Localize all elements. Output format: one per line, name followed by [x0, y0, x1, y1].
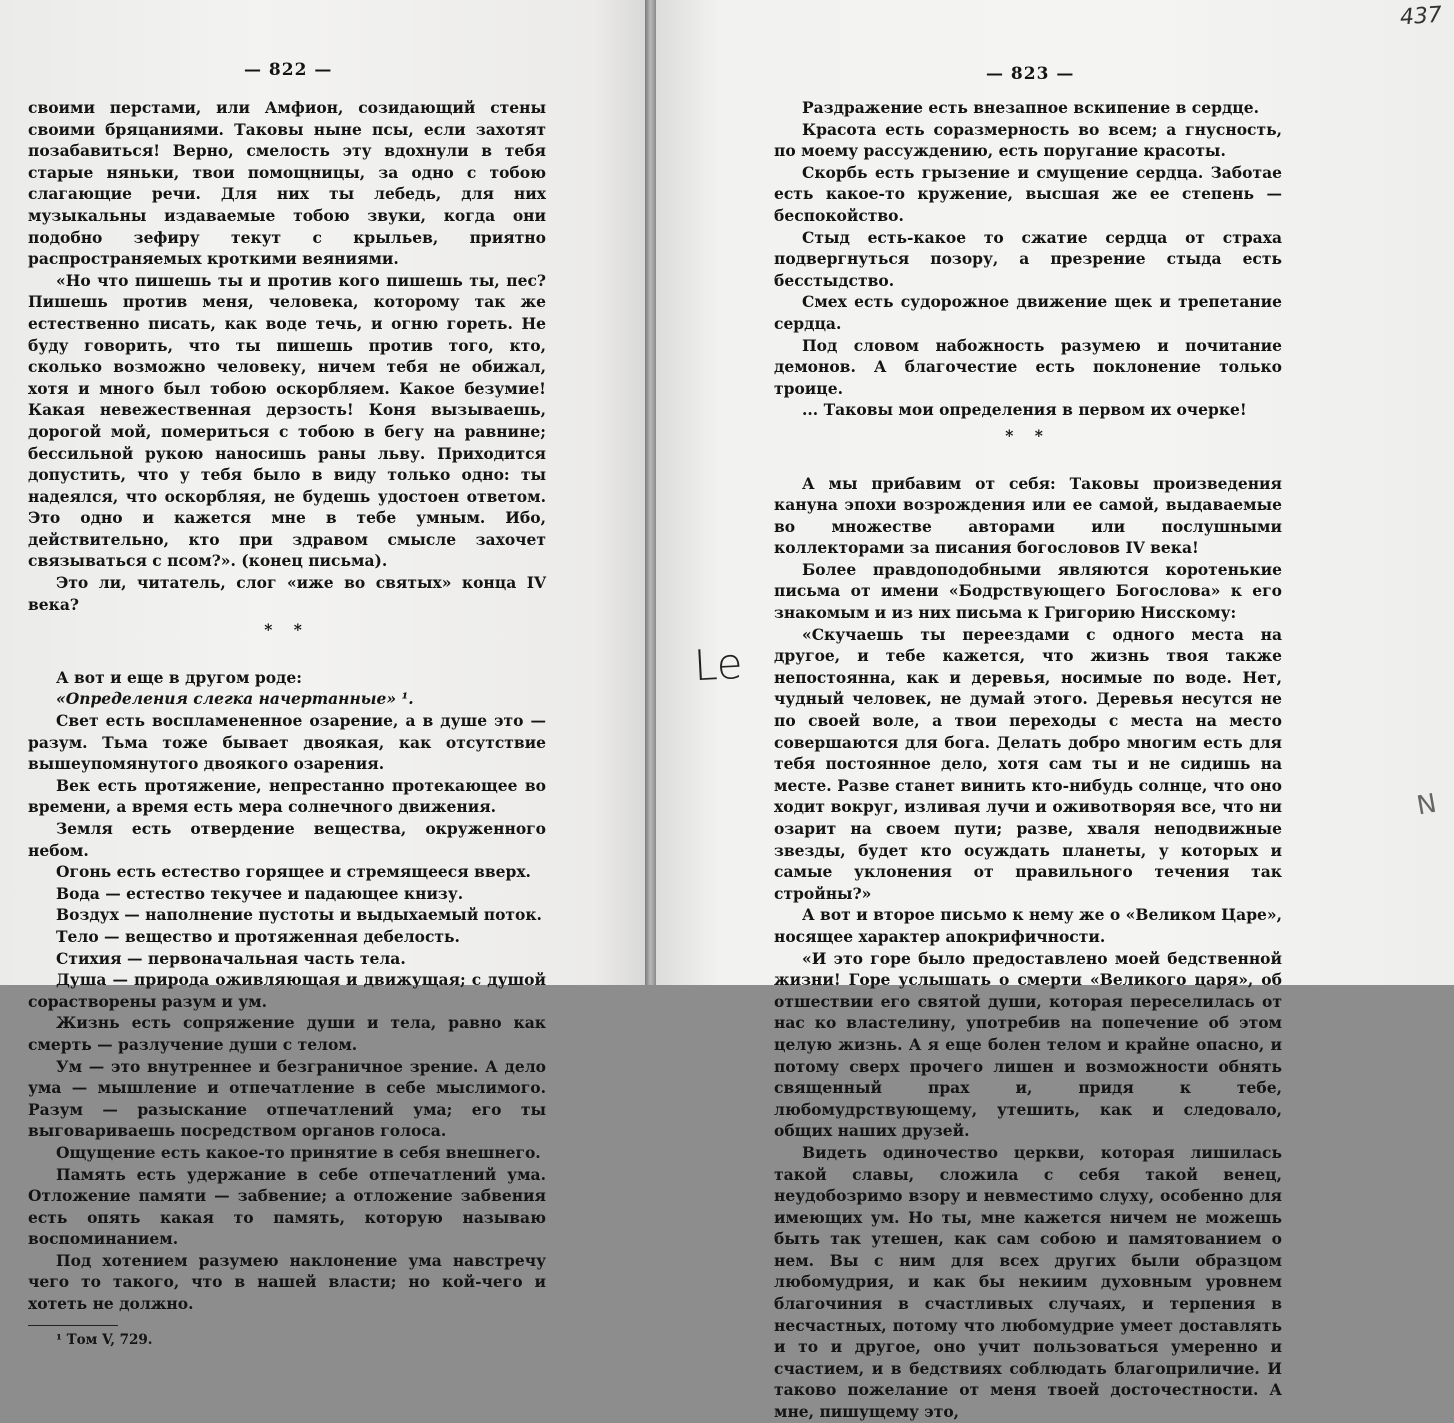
- paragraph: Под хотением разумею наклонение ума навстречу чего то такого, что в нашей власти; но кой-чего и хотеть не должно.: [28, 1250, 546, 1314]
- paragraph: ... Таковы мои определения в первом их очерке!: [802, 400, 1247, 420]
- left-page: [0, 0, 645, 1348]
- paragraph: Свет есть воспламененное озарение, а в душе это — разум. Тьма тоже бывает двоякая, как отсутствие вышеупомянутого двоякого озарения.: [28, 711, 546, 774]
- paragraph: Это ли, читатель, слог «иже во святых» конца IV века?: [28, 573, 546, 614]
- paragraph: Видеть одиночество церкви, которая лишилась такой славы, сложила с себя такой венец, неудобозримо взору и невместимо слуху, особенно для имеющих ум. Но ты, мне кажется ничем не можешь быть так утешен, как сам собою и памятованием о нем. Вы с ним для всех других были образцом любомудрия, и как бы некиим духовным уровнем благочиния в счастливых случаях, и терпения в несчастных, потому что любомудрие умеет доставлять и то и другое, оно учит пользоваться умеренно и счастием, и в бедствиях соблюдать благоприличие. И таково пожелание от меня твоей досточестности. А мне, пишущему это,: [774, 1142, 1282, 1422]
- paragraph: Смех есть судорожное движение щек и трепетание сердца.: [774, 292, 1282, 333]
- paragraph: Ощущение есть какое-то принятие в себя внешнего.: [56, 1142, 541, 1162]
- left-page-text: [28, 97, 546, 1351]
- paragraph: Ум — это внутреннее и безграничное зрение. А дело ума — мышление и отпечатление в себе мыслимого. Разум — разыскание отпечатлений ума; его ты выговариваешь посредством органов голоса.: [28, 1056, 546, 1141]
- paragraph: «Скучаешь ты переездами с одного места на другое, и тебе кажется, что жизнь твоя также непостоянна, как и деревья, носимые по воде. Нет, чудный человек, не думай этого. Деревья несутся не по своей воле, а твои переходы с места на место совершаются для бога. Делать добро многим есть для тебя постоянное дело, хотя сам ты и не сидишь на месте. Разве станет винить кто-нибудь солнце, что оно ходит вокруг, изливая лучи и оживотворяя все, что ни озарит на своем пути; разве, хваля неподвижные звезды, будет кто осуждать планеты, у которых и самые уклонения от правильного течения так стройны?»: [774, 624, 1282, 903]
- paragraph: Под словом набожность разумею и почитание демонов. А благочестие есть поклонение только троице.: [774, 335, 1282, 398]
- paragraph: Скорбь есть грызение и смущение сердца. Заботае есть какое-то кружение, высшая же ее степень — беспокойство.: [774, 162, 1282, 225]
- paragraph: А вот и второе письмо к нему же о «Великом Царе», носящее характер апокрифичности.: [774, 905, 1282, 946]
- page-number-left: — 822 —: [244, 60, 333, 80]
- handwritten-page-annotation: 437: [1399, 2, 1443, 31]
- paragraph: Огонь есть естество горящее и стремящееся вверх.: [56, 862, 531, 882]
- paragraph: «Но что пишешь ты и против кого пишешь ты, пес? Пишешь против меня, человека, которому так же естественно писать, как воде течь, и огню гореть. Не буду говорить, что ты пишешь против того, кто, сколько возможно человеку, ничем тебя не обижал, хотя и много был тобою оскорбляем. Какое безумие! Какая невежественная дерзость! Коня вызываешь, дорогой мой, помериться с тобою в бегу на равнине; бессильной рукою наносишь раны льву. Приходится допустить, что у тебя было в виду только одно: ты надеялся, что оскорбляя, не будешь удостоен ответом. Это одно и кажется мне в тебе умным. Ибо, действительно, кто при здравом смысле захочет связываться с псом?». (конец письма).: [28, 270, 546, 571]
- book-gutter: [645, 0, 656, 985]
- section-separator: * *: [264, 620, 310, 640]
- paragraph: Стихия — первоначальная часть тела.: [56, 948, 406, 968]
- paragraph: Жизнь есть сопряжение души и тела, равно как смерть — разлучение души с телом.: [28, 1013, 546, 1054]
- paragraph: Память есть удержание в себе отпечатлений ума. Отложение памяти — забвение; а отложение забвения есть опять какая то память, которую называю воспоминанием.: [28, 1164, 546, 1249]
- page-number-right: — 823 —: [986, 64, 1075, 84]
- spacer: [774, 453, 1282, 473]
- right-page-text: [774, 97, 1282, 1423]
- paragraph: Красота есть соразмерность во всем; а гнусность, по моему рассуждению, есть поругание красоты.: [774, 119, 1282, 161]
- handwritten-margin-mark: N: [1414, 788, 1439, 822]
- footnote-rule: [28, 1325, 118, 1326]
- paragraph: Вода — естество текучее и падающее книзу.: [56, 883, 464, 903]
- footnote: ¹ Том V, 729.: [56, 1331, 153, 1348]
- paragraph: Стыд есть-какое то сжатие сердца от страха подвергнуться позору, а презрение стыда есть бесстыдство.: [774, 227, 1282, 290]
- paragraph: Раздражение есть внезапное вскипение в сердце.: [802, 98, 1259, 117]
- handwritten-margin-note: Le: [692, 638, 744, 691]
- paragraph: Более правдоподобными являются коротенькие письма от имени «Бодрствующего Богослова» к его знакомым и из них письма к Григорию Нисскому:: [774, 559, 1282, 623]
- paragraph: Душа — природа оживляющая и движущая; с душой сорастворены разум и ум.: [28, 970, 546, 1011]
- paragraph: Земля есть отвердение вещества, окруженного небом.: [28, 819, 546, 860]
- right-page: [656, 0, 1454, 1422]
- paragraph: «И это горе было предоставлено моей бедственной жизни! Горе услышать о смерти «Великого царя», об отшествии его святой души, которая переселилась от нас ко властелину, употребив на попечение об этом целую жизнь. А я еще болен телом и крайне опасно, и потому сверх прочего лишен и возможности обнять священный прах и, придя к тебе, любомудрствующему, утешить, как и следовало, общих наших друзей.: [774, 948, 1282, 1141]
- section-separator: * *: [1005, 425, 1051, 445]
- paragraph: Воздух — наполнение пустоты и выдыхаемый поток.: [56, 905, 542, 925]
- spacer: [28, 647, 546, 667]
- paragraph: Тело — вещество и протяженная дебелость.: [56, 926, 460, 946]
- paragraph-title: «Определения слегка начертанные» ¹.: [56, 689, 414, 709]
- paragraph: своими перстами, или Амфион, созидающий стены своими бряцаниями. Таковы ныне псы, если захотят позабавиться! Верно, смелость эту вдохнули в тебя старые няньки, твои помощницы, за одно с тобою слагающие речи. Для них ты лебедь, для них музыкальны издаваемые тобою звуки, когда они подобно зефиру текут с крыльев, приятно распространяемых кроткими веяниями.: [28, 98, 546, 269]
- paragraph: А вот и еще в другом роде:: [56, 667, 302, 687]
- paragraph: А мы прибавим от себя: Таковы произведения кануна эпохи возрождения или ее самой, выдаваемые во множестве авторами или послушными коллекторами за писания богословов IV века!: [774, 473, 1282, 558]
- paragraph: Век есть протяжение, непрестанно протекающее во времени, а время есть мера солнечного движения.: [28, 775, 546, 817]
